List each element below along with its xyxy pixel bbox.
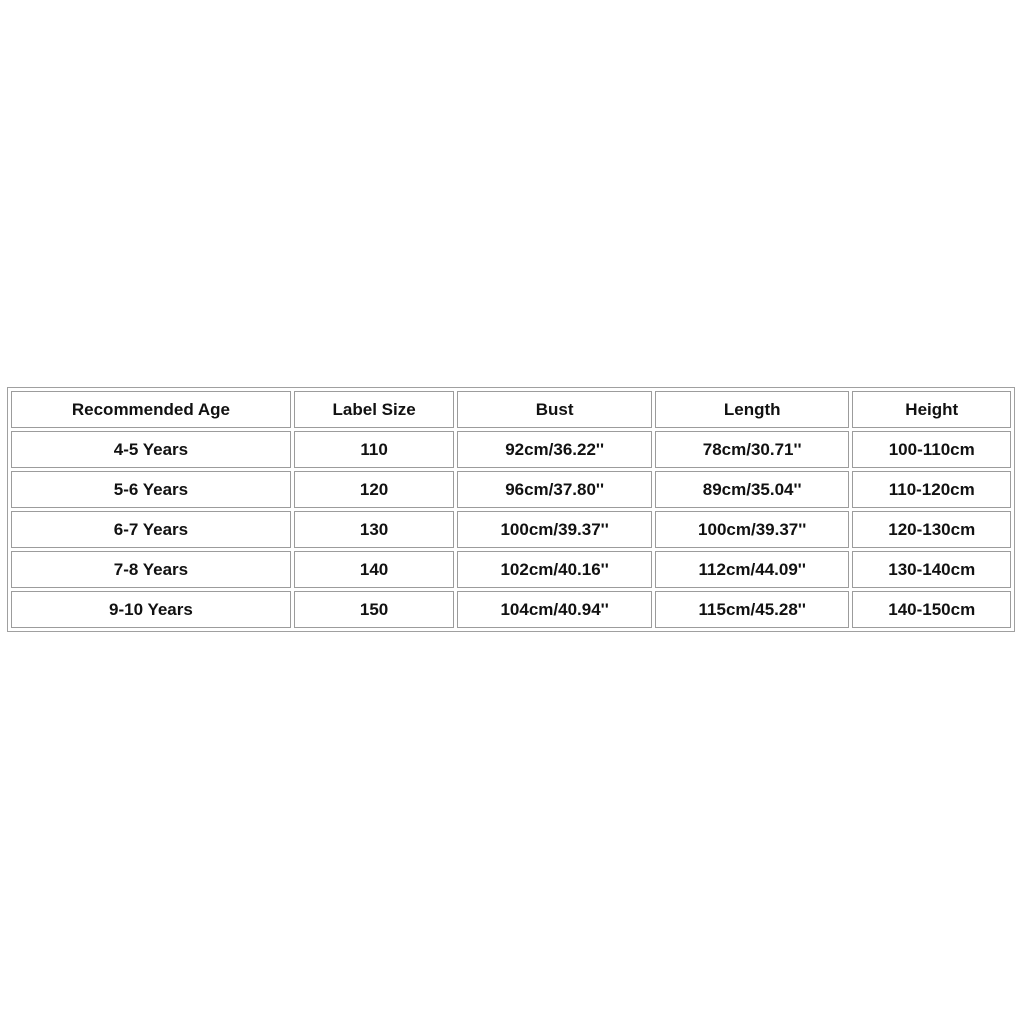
table-row (11, 511, 1011, 548)
cell-recommended-age: 6-7 Years (11, 511, 291, 548)
cell-recommended-age: 7-8 Years (11, 551, 291, 588)
cell-bust: 100cm/39.37'' (457, 511, 652, 548)
table-row (11, 431, 1011, 468)
cell-bust: 92cm/36.22'' (457, 431, 652, 468)
header-recommended-age: Recommended Age (11, 391, 291, 428)
cell-label-size: 130 (294, 511, 454, 548)
cell-recommended-age: 4-5 Years (11, 431, 291, 468)
cell-height: 140-150cm (852, 591, 1011, 628)
cell-length: 112cm/44.09'' (655, 551, 850, 588)
cell-height: 130-140cm (852, 551, 1011, 588)
header-height: Height (852, 391, 1011, 428)
table-row (11, 591, 1011, 628)
cell-height: 110-120cm (852, 471, 1011, 508)
cell-bust: 102cm/40.16'' (457, 551, 652, 588)
cell-length: 115cm/45.28'' (655, 591, 850, 628)
size-chart-table (7, 387, 1015, 632)
cell-bust: 96cm/37.80'' (457, 471, 652, 508)
header-label-size: Label Size (294, 391, 454, 428)
table-header-row (11, 391, 1011, 428)
header-length: Length (655, 391, 850, 428)
cell-recommended-age: 5-6 Years (11, 471, 291, 508)
header-bust: Bust (457, 391, 652, 428)
cell-length: 78cm/30.71'' (655, 431, 850, 468)
cell-bust: 104cm/40.94'' (457, 591, 652, 628)
cell-recommended-age: 9-10 Years (11, 591, 291, 628)
table-row (11, 471, 1011, 508)
cell-length: 100cm/39.37'' (655, 511, 850, 548)
table-row (11, 551, 1011, 588)
cell-label-size: 120 (294, 471, 454, 508)
cell-length: 89cm/35.04'' (655, 471, 850, 508)
cell-label-size: 140 (294, 551, 454, 588)
cell-label-size: 150 (294, 591, 454, 628)
cell-height: 120-130cm (852, 511, 1011, 548)
cell-height: 100-110cm (852, 431, 1011, 468)
cell-label-size: 110 (294, 431, 454, 468)
